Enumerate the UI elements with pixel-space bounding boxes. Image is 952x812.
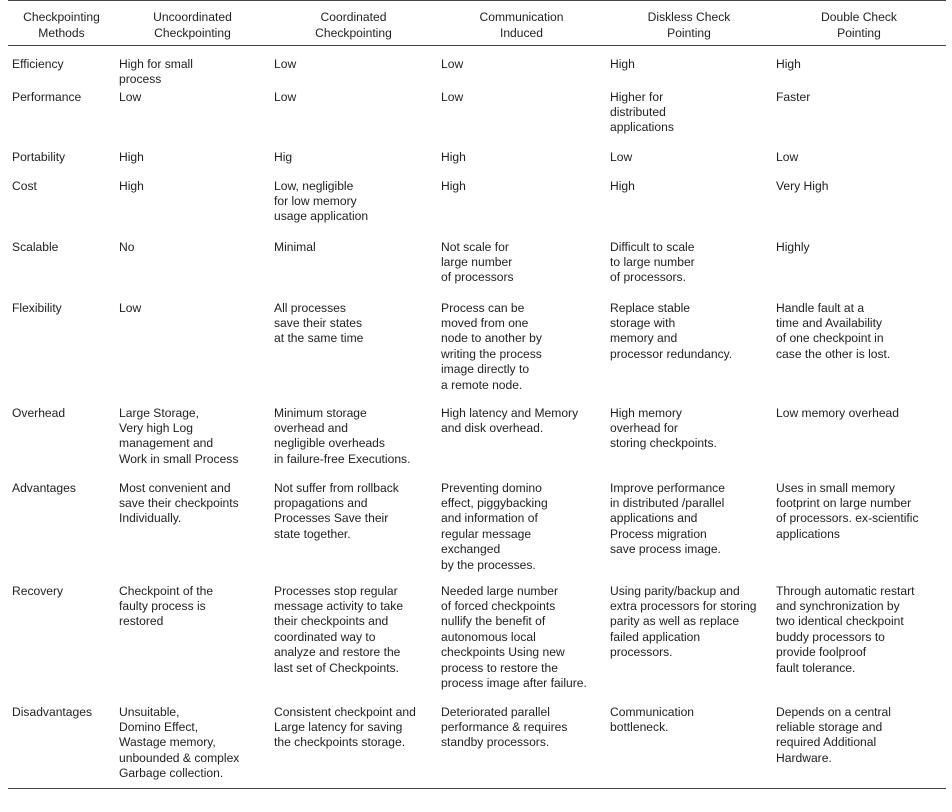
- table-cell: All processes save their states at the same time: [274, 300, 364, 346]
- header-double: Double Check Pointing: [772, 1, 946, 46]
- header-diskless: Diskless Check Pointing: [606, 1, 772, 46]
- table-cell: Consistent checkpoint and Large latency for saving the checkpoints storage.: [270, 705, 437, 789]
- table-cell: Low: [776, 149, 799, 164]
- table-cell: Low, negligible for low memory usage application: [274, 178, 369, 224]
- table-cell: Not suffer from rollback propagations and Processes Save their state together.: [274, 480, 399, 541]
- table-cell: High memory overhead for storing checkpoints.: [610, 405, 717, 451]
- table-cell: High: [441, 178, 466, 193]
- table-cell: No: [119, 239, 135, 254]
- table-cell: Low: [441, 57, 464, 71]
- header-coordinated: Coordinated Checkpointing: [270, 1, 437, 46]
- table-row: [8, 584, 946, 705]
- table-cell: Low: [610, 149, 633, 164]
- row-label: Advantages: [12, 480, 76, 495]
- table-cell: Very High: [776, 178, 829, 193]
- table-cell: High: [776, 57, 801, 71]
- table-cell: Difficult to scale to large number of processors.: [610, 239, 695, 285]
- table-row: [8, 179, 946, 240]
- table-cell: Most convenient and save their checkpoints Individually.: [119, 480, 239, 526]
- table-cell: High: [610, 178, 635, 193]
- table-cell: Low: [119, 89, 142, 104]
- table-cell: Not scale for large number of processors: [441, 239, 514, 285]
- table-row: [8, 301, 946, 406]
- table-cell: Faster: [776, 89, 811, 104]
- table-cell: High for small process: [119, 57, 193, 87]
- header-uncoordinated: Uncoordinated Checkpointing: [115, 1, 270, 46]
- table-cell: Large Storage, Very high Log management and Work in small Process: [119, 405, 239, 466]
- table-cell: Low: [119, 300, 142, 315]
- table-cell: Handle fault at a time and Availability of one checkpoint in case the other is lost.: [776, 300, 891, 361]
- table-cell: Low memory overhead: [776, 405, 900, 420]
- row-label: Performance: [12, 89, 82, 104]
- row-label: Flexibility: [12, 300, 62, 315]
- table-cell: Deteriorated parallel performance & requires standby processors.: [437, 705, 606, 789]
- row-label: Disadvantages: [8, 705, 115, 789]
- table-cell: Low: [274, 57, 297, 71]
- table-cell: Processes stop regular message activity to take their checkpoints and coordinated way to analyze and restore the last set of Checkpoints.: [274, 583, 404, 675]
- checkpointing-comparison-table: [8, 0, 946, 789]
- table-cell: Improve performance in distributed /parallel applications and Process migration save process image.: [610, 480, 725, 557]
- table-cell: Preventing domino effect, piggybacking and information of regular message exchanged by the processes.: [441, 480, 548, 572]
- table-cell: High: [119, 149, 144, 164]
- table-row: [8, 46, 946, 90]
- table-cell: High latency and Memory and disk overhead.: [441, 405, 579, 435]
- table-cell: Using parity/backup and extra processors for storing parity as well as replace failed application processors.: [610, 583, 757, 660]
- table-row: [8, 406, 946, 481]
- table-cell: Replace stable storage with memory and processor redundancy.: [610, 300, 733, 361]
- table-cell: High: [610, 57, 635, 71]
- table-row: [8, 240, 946, 301]
- table-cell: Low: [441, 89, 464, 104]
- row-label: Efficiency: [12, 57, 64, 71]
- table-row: [8, 705, 946, 789]
- table-cell: Hig: [274, 149, 293, 164]
- table-row: [8, 481, 946, 584]
- table-cell: Minimal: [274, 239, 316, 254]
- table-cell: Checkpoint of the faulty process is restored: [119, 583, 214, 629]
- row-label: Portability: [12, 149, 66, 164]
- table-cell: High: [119, 178, 144, 193]
- table-cell: Highly: [776, 239, 810, 254]
- header-methods: Checkpointing Methods: [8, 1, 115, 46]
- table-cell: Communication bottleneck.: [606, 705, 772, 789]
- table-cell: Needed large number of forced checkpoints nullify the benefit of autonomous local checkpoints Using new process to restore the process image after failure.: [441, 583, 587, 690]
- table-cell: Minimum storage overhead and negligible overheads in failure-free Executions.: [274, 405, 411, 466]
- table-cell: Through automatic restart and synchronization by two identical checkpoint buddy processors to provide foolproof fault tolerance.: [776, 583, 915, 675]
- table-cell: Uses in small memory footprint on large number of processors. ex-scientific applications: [776, 480, 919, 541]
- row-label: Scalable: [12, 239, 59, 254]
- table-header-row: [8, 1, 946, 46]
- table-row: [8, 150, 946, 179]
- table-cell: Depends on a central reliable storage and required Additional Hardware.: [772, 705, 946, 789]
- table-row: [8, 90, 946, 150]
- table-cell: Low: [274, 89, 297, 104]
- header-communication-induced: Communication Induced: [437, 1, 606, 46]
- row-label: Recovery: [12, 583, 64, 598]
- row-label: Overhead: [12, 405, 66, 420]
- table-cell: Process can be moved from one node to another by writing the process image directly to a remote node.: [441, 300, 542, 392]
- row-label: Cost: [12, 178, 37, 193]
- table-cell: Higher for distributed applications: [610, 89, 674, 135]
- table-cell: High: [441, 149, 466, 164]
- table-cell: Unsuitable, Domino Effect, Wastage memory, unbounded & complex Garbage collection.: [115, 705, 270, 789]
